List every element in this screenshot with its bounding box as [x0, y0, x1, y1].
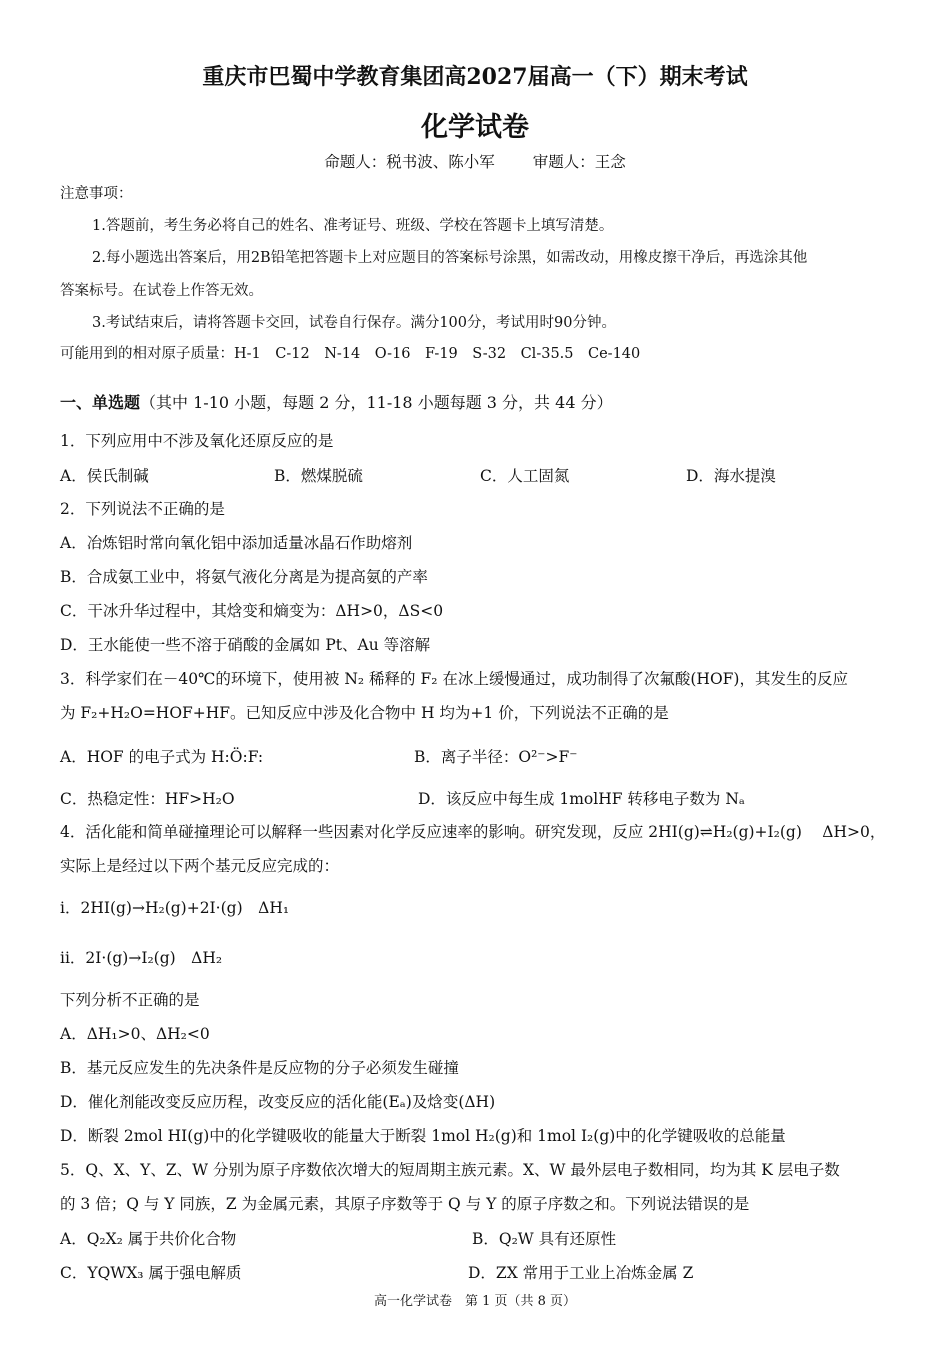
q3-option-a: A．HOF 的电子式为 H:Ö:F:	[60, 748, 264, 766]
q4-option-c: D．催化剂能改变反应历程，改变反应的活化能(Eₐ)及焓变(ΔH)	[60, 1093, 496, 1111]
section-note: （其中 1-10 小题，每题 2 分，11-18 小题每题 3 分，共 44 分）	[140, 393, 613, 412]
q5-stem-line2: 的 3 倍；Q 与 Y 同族，Z 为金属元素，其原子序数等于 Q 与 Y 的原子序数之和。下列说法错误的是	[60, 1195, 750, 1213]
q5-option-c: C．YQWX₃ 属于强电解质	[60, 1264, 242, 1282]
notice-item-2-cont: 答案标号。在试卷上作答无效。	[60, 283, 263, 299]
authors-line	[0, 150, 950, 172]
q4-option-d: D．断裂 2mol HI(g)中的化学键吸收的能量大于断裂 1mol H₂(g)和 1mol I₂(g)中的化学键吸收的总能量	[60, 1127, 786, 1145]
q2-option-c: C．干冰升华过程中，其焓变和熵变为：ΔH>0，ΔS<0	[60, 602, 444, 620]
author: 命题人：税书波、陈小军	[324, 153, 495, 171]
q4-reaction-ii: ii．2I·(g)→I₂(g) ΔH₂	[60, 949, 223, 967]
atomic-masses: 可能用到的相对原子质量：H-1 C-12 N-14 O-16 F-19 S-32 Cl-35.5 Ce-140	[60, 346, 641, 362]
q4-option-b: B．基元反应发生的先决条件是反应物的分子必须发生碰撞	[60, 1059, 459, 1077]
exam-subject: 化学试卷	[421, 112, 529, 143]
q4-stem-line1: 4．活化能和简单碰撞理论可以解释一些因素对化学反应速率的影响。研究发现，反应 2HI(g)⇌H₂(g)+I₂(g) ΔH>0，	[60, 823, 886, 841]
q5-option-a: A．Q₂X₂ 属于共价化合物	[60, 1230, 237, 1248]
q1-option-a: A．侯氏制碱	[60, 467, 149, 485]
q3-option-c: C．热稳定性：HF>H₂O	[60, 790, 235, 808]
q1-option-b: B．燃煤脱硫	[274, 467, 363, 485]
q5-option-d: D．ZX 常用于工业上冶炼金属 Z	[468, 1264, 694, 1282]
q3-option-b: B．离子半径：O²⁻>F⁻	[414, 748, 578, 766]
q3-option-d: D．该反应中每生成 1molHF 转移电子数为 Nₐ	[418, 790, 745, 808]
section-title: 一、单选题	[60, 393, 141, 412]
q5-option-b: B．Q₂W 具有还原性	[472, 1230, 617, 1248]
exam-title: 重庆市巴蜀中学教育集团高2027届高一（下）期末考试	[202, 64, 748, 90]
q2-option-b: B．合成氨工业中，将氨气液化分离是为提高氨的产率	[60, 568, 428, 586]
q1-stem: 1．下列应用中不涉及氧化还原反应的是	[60, 432, 334, 450]
page-footer: 高一化学试卷 第 1 页（共 8 页）	[373, 1294, 577, 1309]
q2-option-d: D．王水能使一些不溶于硝酸的金属如 Pt、Au 等溶解	[60, 636, 431, 654]
q4-reaction-i: i．2HI(g)→H₂(g)+2I·(g) ΔH₁	[60, 899, 290, 917]
q1-option-d: D．海水提溴	[686, 467, 776, 485]
q3-stem-line2: 为 F₂+H₂O=HOF+HF。已知反应中涉及化合物中 H 均为+1 价，下列说法不正确的是	[60, 704, 669, 722]
q5-stem-line1: 5．Q、X、Y、Z、W 分别为原子序数依次增大的短周期主族元素。X、W 最外层电子数相同，均为其 K 层电子数	[60, 1161, 840, 1179]
q2-stem: 2．下列说法不正确的是	[60, 500, 225, 518]
q1-option-c: C．人工固氮	[480, 467, 570, 485]
reviewer: 审题人：王念	[532, 153, 626, 171]
q3-stem-line1: 3．科学家们在－40℃的环境下，使用被 N₂ 稀释的 F₂ 在冰上缓慢通过，成功制得了次氟酸(HOF)，其发生的反应	[60, 670, 848, 688]
notice-heading: 注意事项：	[60, 186, 133, 202]
notice-item-2: 2.每小题选出答案后，用2B铅笔把答题卡上对应题目的答案标号涂黑，如需改动，用橡皮擦干净后，再选涂其他	[92, 250, 808, 266]
q4-option-a: A．ΔH₁>0、ΔH₂<0	[60, 1025, 210, 1043]
q2-option-a: A．冶炼铝时常向氧化铝中添加适量冰晶石作助熔剂	[60, 534, 413, 552]
q4-stem-line2: 实际上是经过以下两个基元反应完成的：	[60, 857, 340, 875]
section-heading	[60, 392, 613, 414]
q4-ask: 下列分析不正确的是	[60, 991, 200, 1009]
notice-item-3: 3.考试结束后，请将答题卡交回，试卷自行保存。满分100分，考试用时90分钟。	[92, 315, 616, 331]
notice-item-1: 1.答题前，考生务必将自己的姓名、准考证号、班级、学校在答题卡上填写清楚。	[92, 218, 614, 234]
